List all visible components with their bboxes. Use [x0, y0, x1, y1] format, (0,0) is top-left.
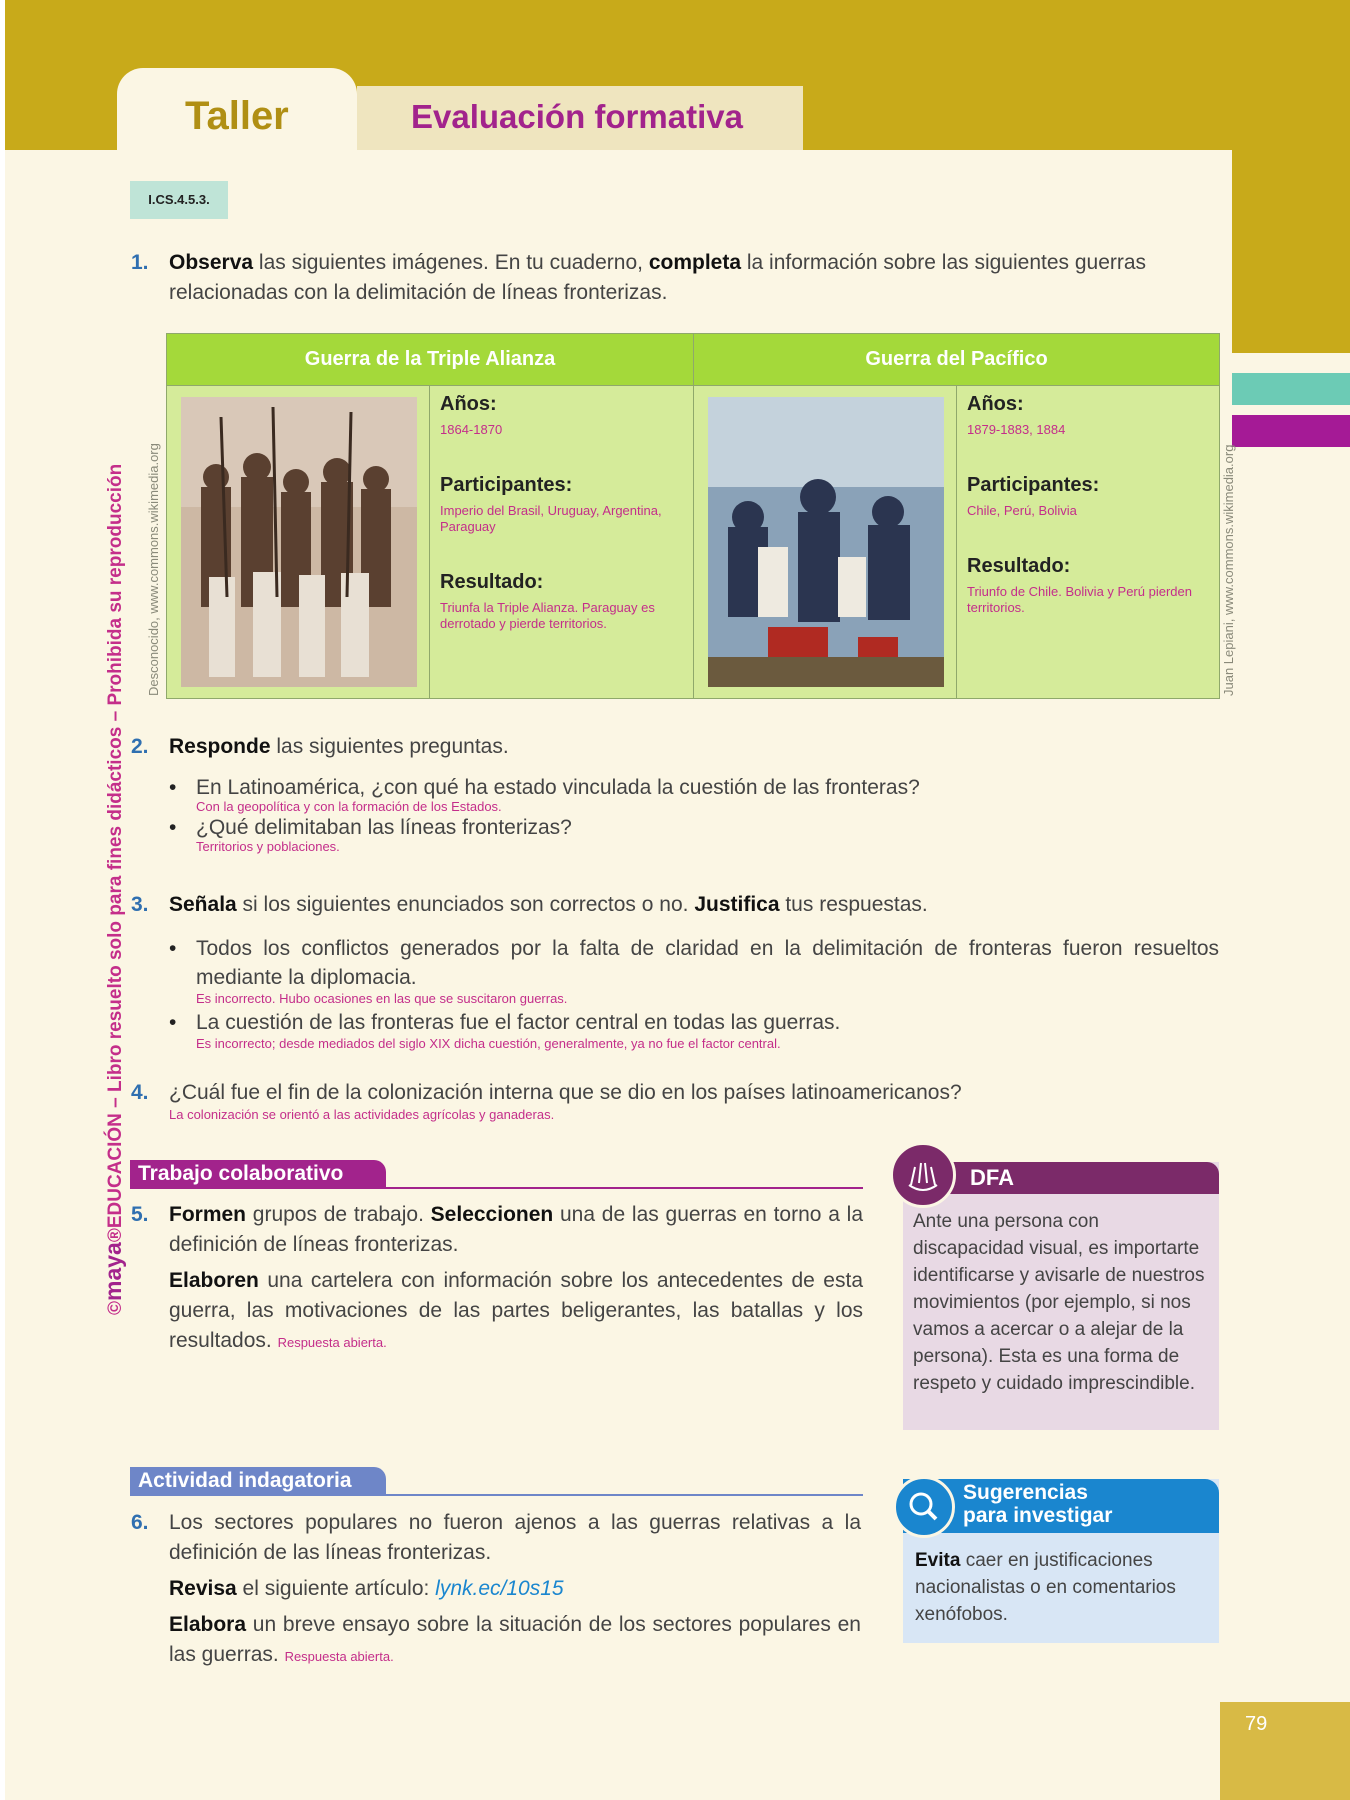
inquiry-divider [130, 1494, 863, 1496]
years-label: Años: [967, 393, 1024, 415]
answer-text: Es incorrecto; desde mediados del siglo XIX dicha cuestión, generalmente, ya no fue el factor central. [196, 1036, 781, 1051]
question-6: 6. Los sectores populares no fueron ajenos a las guerras relativas a la definición de las líneas fronterizas. Revisa el siguiente artículo: lynk.ec/10s15 Elabora un breve ensayo sobre la situación de los sectores populares en las guerras. Respuesta abierta. [131, 1511, 861, 1666]
war-1-years: 1864-1870 [440, 422, 503, 437]
list-item: • En Latinoamérica, ¿con qué ha estado vinculada la cuestión de las fronteras? Con la geopolítica y con la formación de los Estados. [196, 776, 1219, 814]
evaluation-title: Evaluación formativa [411, 98, 743, 135]
list-item: • Todos los conflictos generados por la falta de claridad en la delimitación de fronteras fueron resueltos mediante la diplomacia. Es incorrecto. Hubo ocasiones en las que se suscitaron guerras. [196, 934, 1219, 1006]
indicator-code-badge: I.CS.4.5.3. [130, 181, 228, 219]
participants-label: Participantes: [440, 474, 573, 496]
war-2-years: 1879-1883, 1884 [967, 422, 1066, 437]
page-number: 79 [1245, 1713, 1268, 1735]
war-2-participants: Chile, Perú, Bolivia [967, 503, 1077, 518]
side-copyright-text: ©maya®EDUCACIÓN – Libro resuelto solo para fines didácticos – Prohibida su reproducción [100, 463, 126, 1315]
photo-credit-right: Juan Lepiani, www.commons.wikimedia.org [1221, 444, 1236, 696]
soldiers-photo [181, 397, 417, 687]
result-label: Resultado: [967, 555, 1071, 577]
dfa-title: DFA [970, 1165, 1014, 1190]
brand-logo-text: maya [100, 1242, 126, 1301]
war-2-photo-cell [694, 386, 957, 699]
article-link[interactable]: lynk.ec/10s15 [435, 1577, 564, 1600]
inquiry-section-header: Actividad indagatoria [130, 1467, 386, 1495]
answer-text: Respuesta abierta. [284, 1649, 394, 1664]
participants-label: Participantes: [967, 474, 1100, 496]
answer-text: Territorios y poblaciones. [196, 839, 340, 854]
war-2-header: Guerra del Pacífico [694, 334, 1220, 386]
right-margin-band [1232, 150, 1350, 353]
answer-text: Respuesta abierta. [277, 1335, 387, 1350]
question-2-list [196, 776, 1219, 854]
suggestions-text: Evita caer en justificaciones nacionalistas o en comentarios xenófobos. [915, 1550, 1176, 1625]
war-1-info-cell [430, 386, 694, 699]
war-2-result: Triunfo de Chile. Bolivia y Perú pierden territorios. [967, 584, 1192, 615]
war-1-header: Guerra de la Triple Alianza [167, 334, 694, 386]
magnifier-icon [893, 1476, 955, 1538]
years-label: Años: [440, 393, 497, 415]
dfa-text: Ante una persona con discapacidad visual, es importarte identificarse y avisarle de nuestros movimientos (por ejemplo, si nos vamos a acercar o a alejar de la persona). Esta es una forma de respeto y cuidado imprescindible. [913, 1211, 1205, 1394]
right-teal-tab [1232, 373, 1350, 405]
question-2: 2. Responde las siguientes preguntas. [131, 735, 509, 758]
right-magenta-tab [1232, 415, 1350, 447]
answer-text: Con la geopolítica y con la formación de los Estados. [196, 799, 502, 814]
question-3-list [196, 934, 1219, 1051]
hands-icon [890, 1142, 956, 1208]
taller-title: Taller [185, 94, 289, 138]
question-4: 4. ¿Cuál fue el fin de la colonización interna que se dio en los países latinoamericanos? La colonización se orientó a las actividades agrícolas y ganaderas. [169, 1078, 1219, 1122]
question-1: 1. Observa las siguientes imágenes. En tu cuaderno, completa la información sobre las siguientes guerras relacionadas con la delimitación de líneas fronterizas. [131, 251, 1147, 304]
answer-text: Es incorrecto. Hubo ocasiones en las que se suscitaron guerras. [196, 991, 568, 1006]
wars-table [166, 333, 1220, 699]
battle-painting [708, 397, 944, 687]
collab-divider [130, 1187, 863, 1189]
war-2-info-cell [957, 386, 1220, 699]
war-1-participants: Imperio del Brasil, Uruguay, Argentina, Paraguay [440, 503, 662, 534]
suggestions-title: Sugerencias para investigar [963, 1481, 1113, 1527]
war-1-photo-cell [167, 386, 430, 699]
page-number-box [1220, 1702, 1350, 1800]
list-item: • La cuestión de las fronteras fue el factor central en todas las guerras. Es incorrecto; desde mediados del siglo XIX dicha cuestión, generalmente, ya no fue el factor central. [196, 1008, 1219, 1051]
photo-credit-left: Desconocido, www.commons.wikimedia.org [146, 443, 161, 696]
list-item: • ¿Qué delimitaban las líneas fronterizas? Territorios y poblaciones. [196, 816, 1219, 854]
result-label: Resultado: [440, 571, 544, 593]
war-1-result: Triunfa la Triple Alianza. Paraguay es derrotado y pierde territorios. [440, 600, 655, 631]
question-5: 5. Formen grupos de trabajo. Seleccionen una de las guerras en torno a la definición de líneas fronterizas. Elaboren una cartelera con información sobre los antecedentes de esta guerra, las motivaciones de las partes beligerantes, las batallas y los resultados. Respuesta abierta. [131, 1203, 863, 1352]
question-3: 3. Señala si los siguientes enunciados son correctos o no. Justifica tus respuestas. [131, 893, 928, 916]
collab-section-header: Trabajo colaborativo [130, 1160, 386, 1188]
answer-text: La colonización se orientó a las actividades agrícolas y ganaderas. [169, 1107, 555, 1122]
